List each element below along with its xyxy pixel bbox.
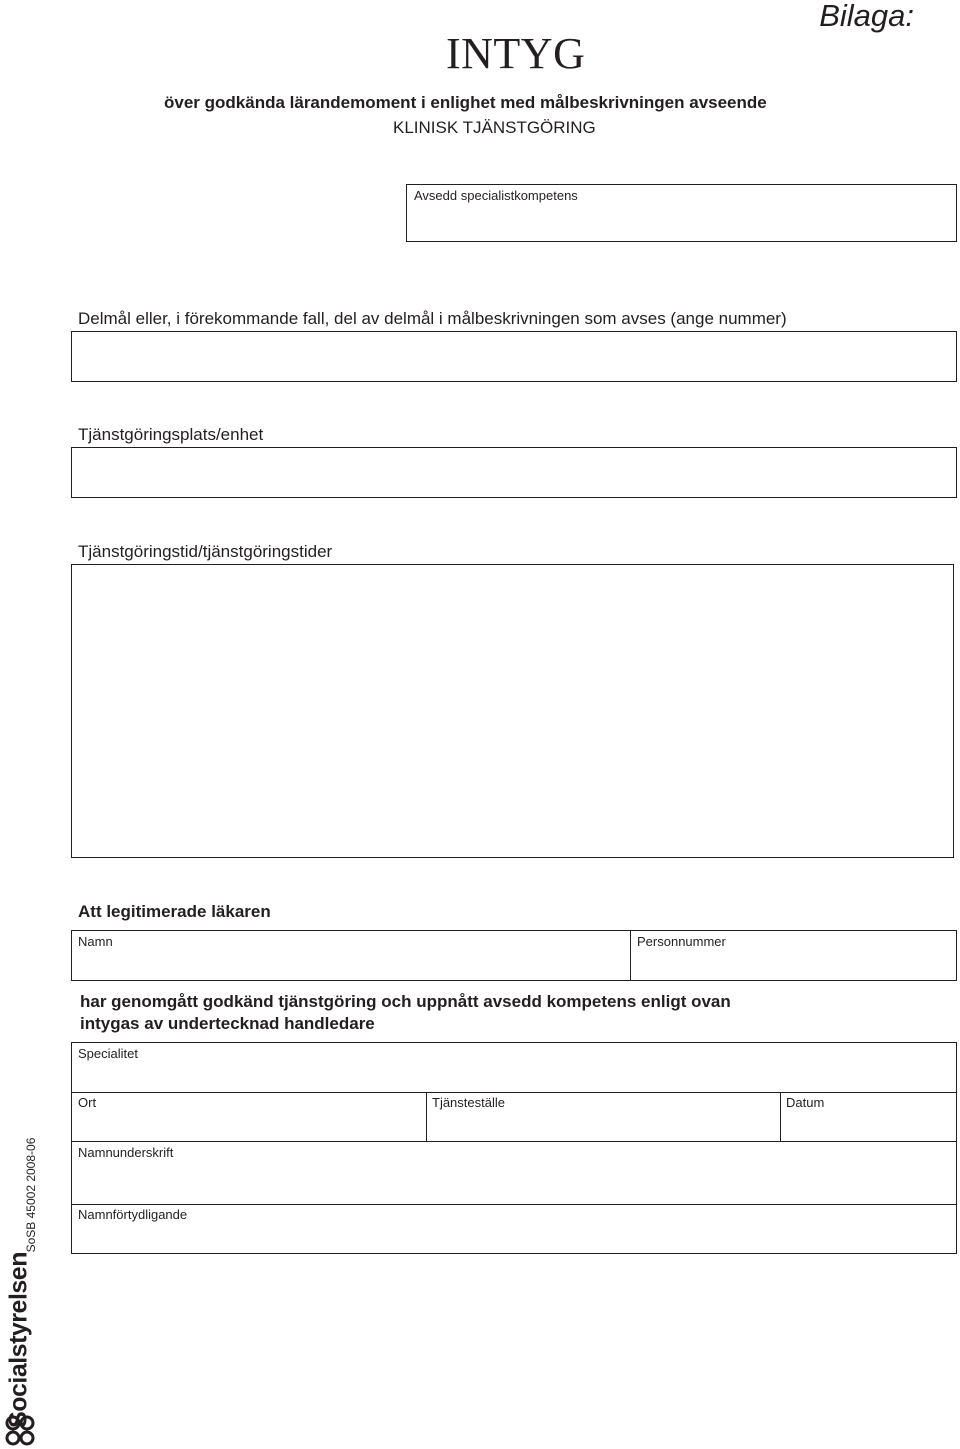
signature-label: Namnunderskrift <box>78 1145 174 1160</box>
name-field[interactable] <box>72 931 629 980</box>
subgoal-field[interactable] <box>71 331 957 382</box>
subtitle-line-1: över godkända lärandemoment i enlighet med målbeskrivningen avseende <box>164 93 767 112</box>
statement-line-1: har genomgått godkänd tjänstgöring och uppnått avsedd kompetens enligt ovan <box>80 992 731 1011</box>
service-period-field[interactable] <box>71 564 954 858</box>
city-label: Ort <box>78 1095 97 1110</box>
name-clarification-label: Namnförtydligande <box>78 1207 188 1222</box>
date-label: Datum <box>786 1095 825 1110</box>
name-clarification-field[interactable] <box>72 1205 956 1253</box>
workplace-field[interactable] <box>71 447 957 498</box>
statement-line-2: intygas av undertecknad handledare <box>80 1014 375 1033</box>
name-label: Namn <box>78 934 113 949</box>
organization-name: Socialstyrelsen <box>4 1252 33 1428</box>
socialstyrelsen-logo-icon <box>4 1414 36 1447</box>
specialty-field[interactable] <box>72 1043 956 1092</box>
subtitle-line-2: KLINISK TJÄNSTGÖRING <box>393 118 596 137</box>
city-field[interactable] <box>72 1093 425 1141</box>
signature-field[interactable] <box>72 1142 956 1204</box>
form-code: SoSB 45002 2008-06 <box>24 1137 38 1253</box>
workplace-label: Tjänstgöringsplats/enhet <box>78 425 264 444</box>
specialty-label: Specialitet <box>78 1046 138 1061</box>
page-title: INTYG <box>446 29 586 78</box>
service-period-label: Tjänstgöringstid/tjänstgöringstider <box>78 542 333 561</box>
competence-label: Avsedd specialistkompetens <box>414 188 578 203</box>
subgoal-label: Delmål eller, i förekommande fall, del av delmål i målbeskrivningen som avses (ange nummer) <box>78 309 787 328</box>
certify-heading: Att legitimerade läkaren <box>78 902 271 921</box>
attachment-label: Bilaga: <box>819 0 914 33</box>
personal-number-label: Personnummer <box>637 934 726 949</box>
supervisor-workplace-label: Tjänsteställe <box>432 1095 505 1110</box>
